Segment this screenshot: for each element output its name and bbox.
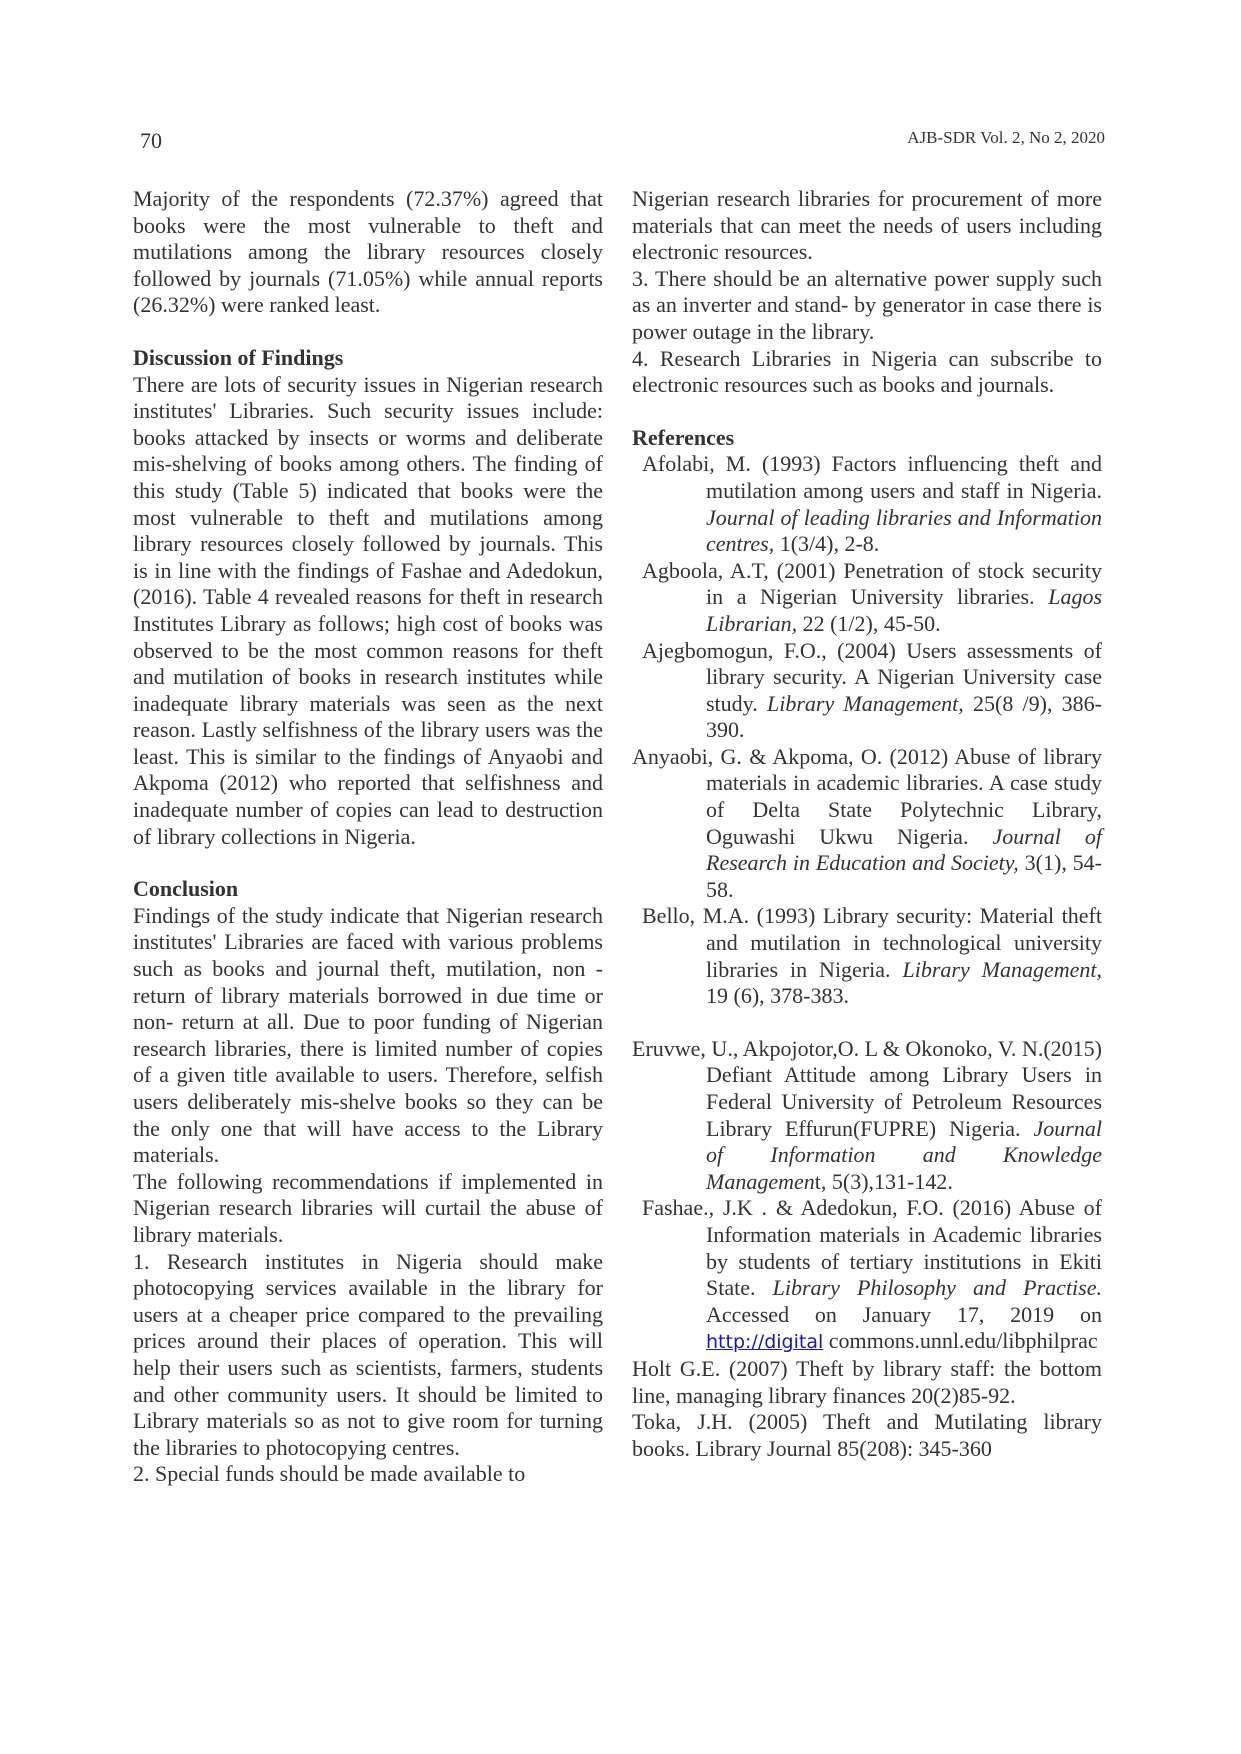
ref-text: Bello, M.A. (1993) Library security: Material theft and mutilation in technological university libraries in Nigeria. <box>642 903 1102 982</box>
right-column <box>632 186 1102 1462</box>
ref-tail: 3(1), 54-58. <box>706 850 1102 902</box>
intro-paragraph: Majority of the respondents (72.37%) agreed that books were the most vulnerable to theft and mutilations among the library resources closely followed by journals (71.05%) while annual reports (26.32%) were ranked least. <box>133 186 603 318</box>
page-number: 70 <box>140 128 162 153</box>
reference-item <box>632 1409 1102 1462</box>
ref-text: Agboola, A.T, (2001) Penetration of stock security in a Nigerian University libraries. <box>642 557 1102 610</box>
ref-tail: 19 (6), 378-383. <box>706 983 849 1009</box>
ref-journal: Journal of Information and Knowledge Managemen <box>706 1115 1102 1194</box>
ref-text: Holt G.E. (2007) Theft by library staff: the bottom line, managing library finances 20(2)85-92. <box>632 1355 1102 1408</box>
reference-item <box>632 558 1102 638</box>
ref-url-tail: commons.unnl.edu/libphilprac <box>823 1328 1098 1354</box>
reference-item <box>632 1195 1102 1356</box>
ref-tail: Accessed on January 17, 2019 on <box>706 1301 1102 1327</box>
discussion-paragraph: There are lots of security issues in Nigerian research institutes' Libraries. Such security issues include: books attacked by insects or worms and deliberate mis-shelving of books among others. The finding of this study (Table 5) indicated that books were the most vulnerable to theft and mutilations among library resources closely followed by journals. This is in line with the findings of Fashae and Adedokun, (2016). Table 4 revealed reasons for theft in research Institutes Library as follows; high cost of books was observed to be the most common reasons for theft and mutilation of books in research institutes while inadequate library materials was seen as the next reason. Lastly selfishness of the library users was the least. This is similar to the findings of Anyaobi and Akpoma (2012) who reported that selfishness and inadequate number of copies can lead to destruction of library collections in Nigeria. <box>133 371 603 849</box>
ref-text: Ajegbomogun, F.O., (2004) Users assessments of library security. A Nigerian University case study. <box>642 637 1102 716</box>
ref-tail: 1(3/4), 2-8. <box>774 531 880 557</box>
ref-journal: Journal of Research in Education and Society, <box>706 823 1102 876</box>
recommendation-3: 3. There should be an alternative power supply such as an inverter and stand- by generator in case there is power outage in the library. <box>632 265 1102 344</box>
reference-item <box>632 1356 1102 1409</box>
running-title: AJB-SDR Vol. 2, No 2, 2020 <box>907 128 1105 147</box>
recommendation-1: 1. Research institutes in Nigeria should make photocopying services available in the library for users at a cheaper price compared to the prevailing prices around their places of operation. This will help their users such as scientists, farmers, students and other community users. It should be limited to Library materials so as not to give room for turning the libraries to photocopying centres. <box>133 1248 603 1460</box>
conclusion-heading: Conclusion <box>133 876 239 902</box>
reference-item <box>632 744 1102 904</box>
ref-journal: Library Management, <box>902 956 1102 982</box>
conclusion-paragraph: Findings of the study indicate that Nigerian research institutes' Libraries are faced with various problems such as books and journal theft, mutilation, non -return of library materials borrowed in due time or non- return at all. Due to poor funding of Nigerian research libraries, there is limited number of copies of a given title available to users. Therefore, selfish users deliberately mis-shelve books so they can be the only one that will have access to the Library materials. <box>133 902 603 1168</box>
ref-tail: t, 5(3),131-142. <box>814 1168 953 1194</box>
references-heading: References <box>632 424 735 450</box>
reference-item <box>632 903 1102 1009</box>
ref-journal: Lagos Librarian, <box>706 584 1102 636</box>
reference-item <box>632 451 1102 557</box>
recommendation-2-end: Nigerian research libraries for procurement of more materials that can meet the needs of users including electronic resources. <box>632 186 1102 265</box>
ref-tail: 22 (1/2), 45-50. <box>797 610 941 636</box>
left-column <box>133 186 603 1488</box>
reference-link[interactable]: http://digital <box>706 1331 824 1354</box>
ref-tail: 25(8 /9), 386-390. <box>706 690 1103 743</box>
ref-journal: Library Management, <box>766 690 964 716</box>
recommendation-2-start: 2. Special funds should be made available to <box>133 1461 526 1487</box>
recommendations-intro: The following recommendations if implemented in Nigerian research libraries will curtail the abuse of library materials. <box>133 1168 603 1247</box>
ref-journal: Library Philosophy and Practise. <box>772 1275 1102 1301</box>
reference-item <box>632 1036 1102 1196</box>
ref-text: Eruvwe, U., Akpojotor,O. L & Okonoko, V. N.(2015) Defiant Attitude among Library Users in Federal University of Petroleum Resources Library Effurun(FUPRE) Nigeria. <box>632 1035 1102 1141</box>
discussion-heading: Discussion of Findings <box>133 344 344 370</box>
recommendation-4: 4. Research Libraries in Nigeria can subscribe to electronic resources such as books and journals. <box>632 345 1102 398</box>
ref-text: Toka, J.H. (2005) Theft and Mutilating library books. Library Journal 85(208): 345-360 <box>632 1409 1102 1461</box>
ref-text: Afolabi, M. (1993) Factors influencing theft and mutilation among users and staff in Nigeria. <box>642 451 1102 503</box>
ref-text: Anyaobi, G. & Akpoma, O. (2012) Abuse of library materials in academic libraries. A case study of Delta State Polytechnic Library, Oguwashi Ukwu Nigeria. <box>632 743 1102 849</box>
ref-text: Fashae., J.K . & Adedokun, F.O. (2016) Abuse of Information materials in Academic libraries by students of tertiary institutions in Ekiti State. <box>642 1195 1102 1301</box>
reference-item <box>632 638 1102 744</box>
ref-journal: Journal of leading libraries and Information centres, <box>706 504 1102 557</box>
